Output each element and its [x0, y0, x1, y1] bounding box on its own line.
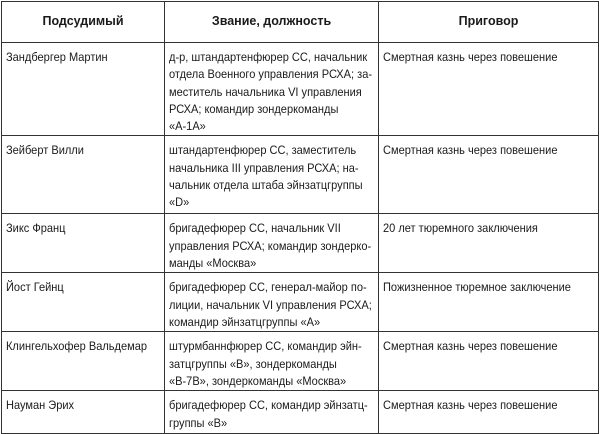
header-row — [2, 2, 599, 43]
sentence-cell — [379, 273, 599, 332]
table-row — [2, 214, 599, 273]
sentence-text: Смертная казнь через повешение — [383, 398, 558, 413]
defendant-cell — [2, 43, 165, 136]
sentence-text: Смертная казнь через повешение — [383, 339, 558, 354]
position-line: «В-7В», зондеркоманды «Москва» — [169, 373, 347, 388]
position-cell — [165, 273, 379, 332]
position-line: лиции, начальник VI управления РСХА; — [169, 297, 372, 312]
header-defendant: Подсудимый — [2, 2, 165, 43]
position-line: группы «В» — [169, 415, 228, 430]
position-line: штандартенфюрер СС, заместитель — [169, 143, 357, 158]
position-cell — [165, 332, 379, 391]
sentences-table — [1, 1, 599, 434]
position-cell — [165, 214, 379, 273]
table-row — [2, 391, 599, 434]
table-row — [2, 43, 599, 136]
table-row — [2, 273, 599, 332]
position-cell — [165, 43, 379, 136]
position-line: командир эйнзатцгруппы «А» — [169, 314, 321, 329]
position-line: бригадефюрер СС, начальник VII — [169, 221, 341, 236]
defendant-cell — [2, 214, 165, 273]
defendant-name: Зикс Франц — [6, 221, 66, 236]
header-sentence: Приговор — [379, 2, 599, 43]
defendant-name: Зейберт Вилли — [6, 143, 84, 158]
sentence-text: 20 лет тюремного заключения — [383, 221, 538, 236]
sentence-cell — [379, 136, 599, 214]
position-cell — [165, 391, 379, 434]
sentence-cell — [379, 43, 599, 136]
position-line: меститель начальника VI управления — [169, 84, 362, 99]
header-position: Звание, должность — [165, 2, 379, 43]
position-line: чальник отдела штаба эйнзатцгруппы — [169, 178, 363, 193]
sentence-text: Пожизненное тюремное заключение — [383, 280, 571, 295]
sentence-cell — [379, 214, 599, 273]
position-line: начальника III управления РСХА; на- — [169, 160, 359, 175]
defendant-name: Клингельхофер Вальдемар — [6, 339, 148, 354]
defendant-name: Зандбергер Мартин — [6, 50, 108, 64]
position-line: «А-1А» — [169, 119, 206, 134]
position-line: РСХА; командир зондеркоманды — [169, 101, 339, 116]
position-line: манды «Москва» — [169, 256, 257, 271]
defendant-name: Науман Эрих — [6, 398, 75, 413]
table-row — [2, 136, 599, 214]
defendant-cell — [2, 332, 165, 391]
position-line: д-р, штандартенфюрер СС, начальник — [169, 50, 368, 64]
sentence-cell — [379, 332, 599, 391]
position-line: бригадефюрер СС, командир эйнзатц- — [169, 398, 368, 413]
position-line: бригадефюрер СС, генерал-майор по- — [169, 280, 367, 295]
sentence-text: Смертная казнь через повешение — [383, 143, 558, 158]
position-cell — [165, 136, 379, 214]
table-row — [2, 332, 599, 391]
defendant-cell — [2, 391, 165, 434]
defendant-cell — [2, 136, 165, 214]
position-line: затцгруппы «В», зондеркоманды — [169, 356, 337, 371]
position-line: отдела Военного управления РСХА; за- — [169, 67, 373, 82]
position-line: штурмбаннфюрер СС, командир эйн- — [169, 339, 362, 354]
defendant-name: Йост Гейнц — [6, 280, 64, 295]
sentence-text: Смертная казнь через повешение — [383, 50, 558, 64]
defendant-cell — [2, 273, 165, 332]
sentence-cell — [379, 391, 599, 434]
position-line: «D» — [169, 195, 190, 210]
position-line: управления РСХА; командир зондерко- — [169, 238, 372, 253]
